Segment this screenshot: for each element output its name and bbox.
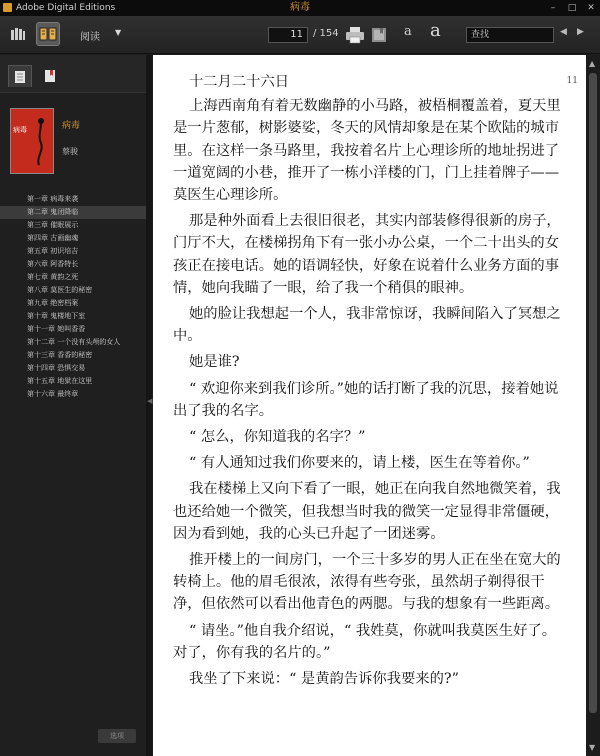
- scroll-down-arrow[interactable]: ▼: [589, 743, 596, 752]
- toc-item[interactable]: 第十六章 最终章: [27, 390, 79, 398]
- toc-item[interactable]: 第八章 莫医生的秘密: [27, 286, 93, 294]
- page-content: [173, 71, 565, 694]
- cover-figure-icon: [29, 117, 51, 167]
- sidebar-tabs: [0, 55, 146, 93]
- paragraph: 她是谁?: [189, 354, 240, 371]
- close-button[interactable]: ✕: [587, 3, 595, 13]
- toc-item[interactable]: 第三章 催眠展示: [27, 221, 79, 229]
- previous-result-button[interactable]: ◀: [560, 27, 567, 37]
- app-name: Adobe Digital Editions: [16, 3, 116, 13]
- toc-item[interactable]: 第六章 阿香特长: [27, 260, 79, 268]
- paragraph: “ 有人通知过我们你要来的，请上楼，医生在等着你。”: [189, 455, 530, 472]
- toc-item[interactable]: 第四章 古画幽魂: [27, 234, 79, 242]
- view-mode-label[interactable]: 阅读: [80, 32, 100, 43]
- tab-book-info[interactable]: [8, 65, 32, 87]
- decrease-font-button[interactable]: a: [404, 24, 412, 39]
- paragraph: “ 欢迎你来到我们诊所。”她的话打断了我的沉思，接着她说出了我的名字。: [173, 380, 559, 419]
- paragraph: 她的脸让我想起一个人，我非常惊讶，我瞬间陷入了冥想之中。: [173, 306, 561, 345]
- search-input[interactable]: 查找: [466, 27, 554, 43]
- book-title: 病毒: [62, 121, 81, 131]
- toc-item[interactable]: 第十一章 她叫香香: [27, 325, 86, 333]
- printer-icon: [345, 26, 365, 44]
- paragraph: 那是种外面看上去很旧很老，其实内部装修得很新的房子，门厅不大，在楼梯拐角下有一张小办公桌，一个二十出头的女孩正在接电话。她的语调轻快，好象在说着什么业务方面的事情，她向我瞄了一眼，给了我一个稍俱的眼神。: [173, 213, 561, 296]
- bookmarks-icon: [44, 69, 56, 83]
- bookmark-button[interactable]: [370, 26, 388, 44]
- book-author: 蔡骏: [62, 147, 78, 156]
- cover-title: 病毒: [13, 126, 27, 134]
- toc-item[interactable]: 第二章 鬼闭降临: [0, 206, 146, 219]
- toc-item[interactable]: 第十章 鬼楼地下室: [27, 312, 86, 320]
- paragraphs: [173, 95, 565, 690]
- window-title: 病毒: [290, 2, 310, 13]
- chapter-heading: 十二月二十六日: [189, 74, 290, 90]
- library-icon: [10, 27, 26, 41]
- title-bar: [0, 0, 600, 16]
- paragraph: 推开楼上的一间房门，一个三十多岁的男人正在坐在宽大的转椅上。他的眉毛很浓，浓得有些夸张，虽然胡子剃得很干净，但依然可以看出他青色的两腮。与我的想象有一些距离。: [173, 552, 561, 613]
- sidebar-splitter[interactable]: [146, 55, 152, 756]
- reading-page: [153, 55, 586, 756]
- toc-item[interactable]: 第十二章 一个没有头颅的女人: [27, 338, 121, 346]
- scroll-thumb[interactable]: [589, 73, 597, 713]
- toc-item[interactable]: 第五章 初识培吉: [27, 247, 79, 255]
- maximize-button[interactable]: □: [567, 3, 577, 13]
- increase-font-button[interactable]: a: [430, 20, 441, 41]
- scroll-up-arrow[interactable]: ▲: [589, 59, 596, 68]
- minimize-button[interactable]: –: [550, 3, 556, 13]
- paragraph: 我坐了下来说：“ 是黄韵告诉你我要来的?”: [189, 671, 459, 688]
- page-number: 11: [566, 76, 578, 86]
- sidebar-options-button[interactable]: 选项: [98, 729, 136, 743]
- total-pages: / 154: [313, 28, 339, 39]
- paragraph: 上海西南角有着无数幽静的小马路，被梧桐覆盖着，夏天里是一片葱郁，树影婆娑，冬天的风情却象是在某个欧陆的城市里。在这样一条马路里，我按着名片上心理诊所的地址拐进了一道宽阔的小巷，推开了一栋小洋楼的门，门上挂着牌子——莫医生心理诊所。: [173, 98, 561, 204]
- document-icon: [14, 70, 26, 84]
- window-controls: [548, 2, 596, 14]
- next-result-button[interactable]: ▶: [577, 27, 584, 37]
- scrollbar[interactable]: [586, 55, 600, 756]
- table-of-contents: [0, 193, 146, 401]
- chevron-down-icon[interactable]: ▼: [115, 28, 122, 37]
- sidebar: [0, 55, 146, 756]
- open-book-icon: [39, 27, 57, 41]
- toc-item[interactable]: 第七章 黄韵之死: [27, 273, 79, 281]
- toc-item[interactable]: 第十五章 地狱在这里: [27, 377, 93, 385]
- toc-item[interactable]: 第十四章 恐惧交易: [27, 364, 86, 372]
- toc-item[interactable]: 第十三章 香香的秘密: [27, 351, 93, 359]
- paragraph: “ 请坐。”他自我介绍说，“ 我姓莫，你就叫我莫医生好了。对了，你有我的名片的。”: [173, 622, 556, 661]
- toolbar: [0, 16, 600, 54]
- bookmark-icon: [370, 26, 388, 44]
- collapse-handle-icon[interactable]: ◀: [147, 397, 153, 405]
- tab-bookmarks[interactable]: [38, 65, 62, 87]
- paragraph: “ 怎么，你知道我的名字？”: [189, 429, 366, 446]
- print-button[interactable]: [345, 26, 365, 44]
- page-number-input[interactable]: 11: [268, 27, 308, 43]
- library-view-button[interactable]: [6, 22, 30, 46]
- paragraph: 我在楼梯上又向下看了一眼，她正在向我自然地微笑着，我也还给她一个微笑，但我想当时我的微笑一定显得非常僵硬，因为看到她，我的心头已升起了一团迷雾。: [173, 481, 561, 542]
- reading-view-button[interactable]: [36, 22, 60, 46]
- toc-item[interactable]: 第一章 病毒来袭: [27, 195, 79, 203]
- toc-item[interactable]: 第九章 绝密档案: [27, 299, 79, 307]
- book-cover: [10, 108, 54, 174]
